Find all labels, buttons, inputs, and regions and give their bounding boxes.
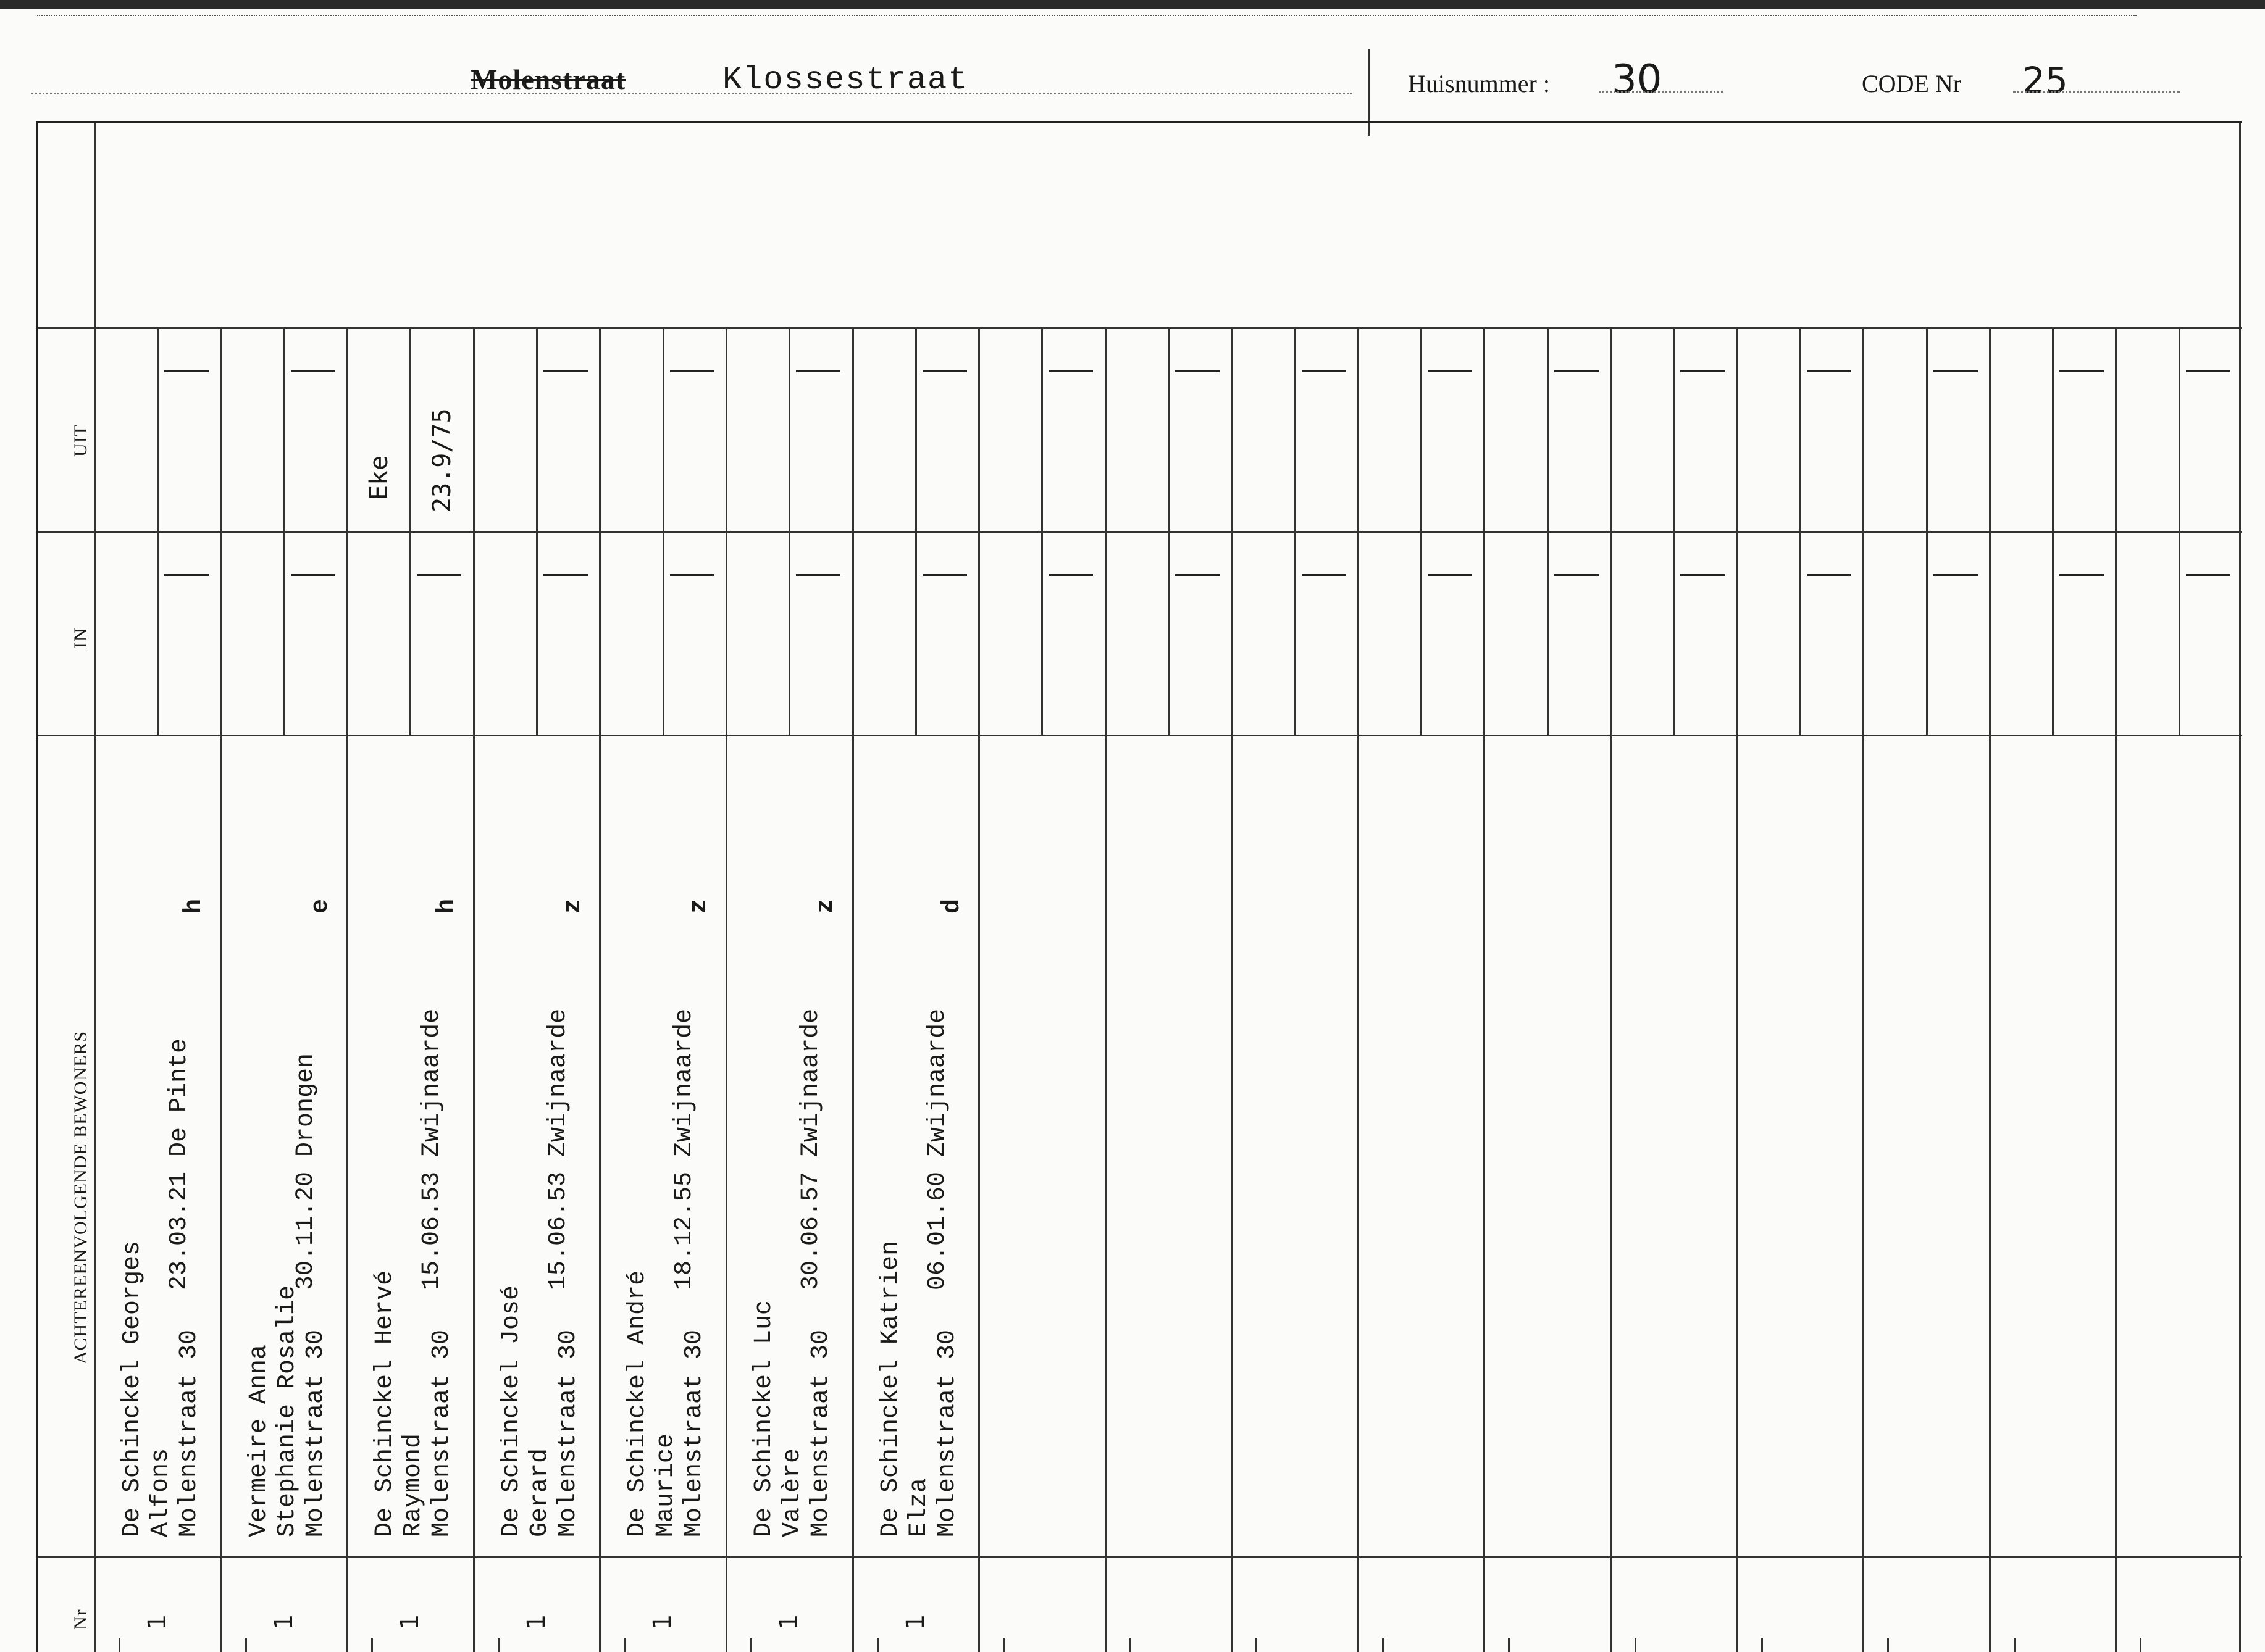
uit-empty-dash <box>1175 370 1220 372</box>
label-col-divider-nr <box>38 1556 94 1558</box>
uit-empty-dash <box>1680 370 1725 372</box>
resident-letter: h <box>180 898 208 914</box>
in-empty-dash <box>1175 574 1220 576</box>
resident-letter: z <box>811 898 840 914</box>
in-empty-dash <box>1807 574 1851 576</box>
column-divider <box>1357 327 1359 1652</box>
code-dotted-line <box>2013 91 2180 93</box>
uit-empty-dash <box>291 370 335 372</box>
half-column-divider-in <box>1673 531 1675 735</box>
resident-name: De Schinckel Georges Alfons Molenstraat 30 <box>119 1240 203 1537</box>
label-column-divider <box>94 123 96 1652</box>
in-empty-dash <box>2186 574 2230 576</box>
half-column-divider-in <box>536 531 538 735</box>
uit-empty-dash <box>543 370 588 372</box>
section-label-in: IN <box>70 627 91 648</box>
resident-nr: 1 <box>901 1614 930 1630</box>
column-divider <box>852 327 854 1652</box>
column-divider <box>1483 327 1485 1652</box>
uit-empty-dash <box>1933 370 1978 372</box>
bottom-tick <box>1635 1638 1636 1652</box>
half-column-divider-in <box>2179 531 2180 735</box>
half-column-divider-in <box>915 531 917 735</box>
half-column-divider-in <box>1926 531 1928 735</box>
half-column-divider-in <box>663 531 664 735</box>
bottom-tick <box>750 1638 752 1652</box>
half-column-divider-uit <box>1547 327 1549 531</box>
house-number-label: Huisnummer : <box>1408 70 1550 98</box>
column-divider <box>1231 327 1233 1652</box>
in-empty-dash <box>417 574 461 576</box>
half-column-divider-uit <box>1420 327 1422 531</box>
bottom-tick <box>1129 1638 1131 1652</box>
half-column-divider-uit <box>157 327 159 531</box>
in-empty-dash <box>1680 574 1725 576</box>
half-column-divider-uit <box>1673 327 1675 531</box>
column-divider <box>220 327 222 1652</box>
resident-letter: z <box>685 898 714 914</box>
half-column-divider-uit <box>915 327 917 531</box>
code-label: CODE Nr <box>1862 70 1962 98</box>
half-column-divider-in <box>1168 531 1170 735</box>
half-column-divider-in <box>789 531 790 735</box>
uit-empty-dash <box>1807 370 1851 372</box>
bottom-tick <box>1255 1638 1257 1652</box>
bottom-tick <box>1508 1638 1510 1652</box>
resident-name: De Schinckel André Maurice Molenstraat 30 <box>624 1270 709 1537</box>
bottom-tick <box>1382 1638 1384 1652</box>
section-label-nr: Nr <box>70 1609 91 1630</box>
half-column-divider-uit <box>2052 327 2054 531</box>
half-column-divider-in <box>1799 531 1801 735</box>
half-column-divider-uit <box>1294 327 1296 531</box>
section-label-bewoners: ACHTEREENVOLGENDE BEWONERS <box>70 1030 91 1364</box>
scan-top-edge <box>0 0 2265 9</box>
uit-empty-dash <box>1428 370 1472 372</box>
half-column-divider-uit <box>1041 327 1043 531</box>
in-empty-dash <box>543 574 588 576</box>
resident-nr: 1 <box>143 1614 172 1630</box>
uit-place: Eke <box>365 455 394 500</box>
resident-nr: 1 <box>522 1614 551 1630</box>
uit-empty-dash <box>2059 370 2104 372</box>
column-divider <box>473 327 475 1652</box>
row-divider <box>94 1556 2242 1558</box>
bottom-tick <box>1003 1638 1005 1652</box>
bottom-tick <box>624 1638 626 1652</box>
section-label-uit: UIT <box>70 424 91 457</box>
uit-empty-dash <box>1302 370 1346 372</box>
half-column-divider-uit <box>2179 327 2180 531</box>
column-divider <box>1105 327 1107 1652</box>
bottom-tick <box>2014 1638 2016 1652</box>
resident-name: De Schinckel Luc Valère Molenstraat 30 <box>750 1299 835 1537</box>
resident-nr: 1 <box>648 1614 677 1630</box>
scan-top-strip <box>37 9 2137 16</box>
bottom-tick <box>877 1638 879 1652</box>
bottom-tick <box>1761 1638 1763 1652</box>
resident-birth: 15.06.53 Zwijnaarde <box>418 1008 446 1290</box>
uit-empty-dash <box>1049 370 1093 372</box>
half-column-divider-uit <box>1168 327 1170 531</box>
column-divider <box>1610 327 1612 1652</box>
half-column-divider-uit <box>409 327 411 531</box>
in-empty-dash <box>2059 574 2104 576</box>
street-dotted-line <box>31 93 1352 94</box>
resident-name: Vermeire Anna Stephanie Rosalie Molenstraat 30 <box>245 1285 330 1537</box>
house-number-value: 30 <box>1612 57 1662 102</box>
uit-empty-dash <box>670 370 714 372</box>
bottom-tick <box>245 1638 247 1652</box>
in-empty-dash <box>1554 574 1599 576</box>
street-old-struck: Molenstraat <box>471 64 626 95</box>
bottom-tick <box>2140 1638 2141 1652</box>
half-column-divider-uit <box>663 327 664 531</box>
card-header <box>0 19 2265 123</box>
half-column-divider-in <box>409 531 411 735</box>
code-value: 25 <box>2022 59 2068 101</box>
column-divider <box>346 327 348 1652</box>
resident-nr: 1 <box>774 1614 803 1630</box>
bottom-tick <box>1887 1638 1889 1652</box>
resident-letter: d <box>938 898 966 914</box>
resident-name: De Schinckel Hervé Raymond Molenstraat 30 <box>371 1270 456 1537</box>
half-column-divider-in <box>1041 531 1043 735</box>
uit-empty-dash <box>1554 370 1599 372</box>
uit-empty-dash <box>796 370 840 372</box>
resident-name: De Schinckel Katrien Elza Molenstraat 30 <box>876 1240 961 1537</box>
column-divider <box>1989 327 1991 1652</box>
resident-letter: h <box>433 898 461 914</box>
half-column-divider-uit <box>1799 327 1801 531</box>
residents-table <box>36 121 2242 1652</box>
resident-birth: 18.12.55 Zwijnaarde <box>671 1008 699 1290</box>
half-column-divider-uit <box>1926 327 1928 531</box>
resident-birth: 23.03.21 De Pinte <box>165 1038 193 1290</box>
uit-empty-dash <box>164 370 209 372</box>
column-divider <box>1862 327 1864 1652</box>
half-column-divider-in <box>1294 531 1296 735</box>
label-col-divider-uit <box>38 327 94 329</box>
bottom-tick <box>119 1638 120 1652</box>
resident-birth: 06.01.60 Zwijnaarde <box>923 1008 952 1290</box>
in-empty-dash <box>164 574 209 576</box>
in-empty-dash <box>1933 574 1978 576</box>
resident-birth: 15.06.53 Zwijnaarde <box>544 1008 572 1290</box>
in-empty-dash <box>796 574 840 576</box>
bottom-tick <box>498 1638 500 1652</box>
half-column-divider-in <box>283 531 285 735</box>
resident-nr: 1 <box>269 1614 298 1630</box>
column-divider <box>978 327 980 1652</box>
half-column-divider-in <box>2052 531 2054 735</box>
bottom-tick <box>371 1638 373 1652</box>
half-column-divider-uit <box>789 327 790 531</box>
label-col-divider-bew <box>38 735 94 736</box>
label-col-divider-in <box>38 531 94 533</box>
column-divider <box>2115 327 2117 1652</box>
half-column-divider-in <box>157 531 159 735</box>
resident-letter: z <box>559 898 587 914</box>
column-divider <box>599 327 601 1652</box>
in-empty-dash <box>670 574 714 576</box>
house-number-dotted-line <box>1599 91 1723 93</box>
resident-birth: 30.11.20 Drongen <box>291 1053 320 1290</box>
uit-empty-dash <box>2186 370 2230 372</box>
resident-name: De Schinckel José Gerard Molenstraat 30 <box>497 1285 582 1537</box>
street-name: Klossestraat <box>722 62 969 98</box>
half-column-divider-uit <box>283 327 285 531</box>
resident-nr: 1 <box>396 1614 425 1630</box>
column-divider <box>1736 327 1738 1652</box>
half-column-divider-in <box>1547 531 1549 735</box>
half-column-divider-uit <box>536 327 538 531</box>
in-empty-dash <box>1428 574 1472 576</box>
table-right-border <box>2239 123 2241 1652</box>
row-divider <box>94 735 2242 736</box>
column-divider <box>726 327 727 1652</box>
in-empty-dash <box>1049 574 1093 576</box>
resident-birth: 30.06.57 Zwijnaarde <box>797 1008 825 1290</box>
in-empty-dash <box>923 574 967 576</box>
resident-letter: e <box>306 898 335 914</box>
half-column-divider-in <box>1420 531 1422 735</box>
in-empty-dash <box>1302 574 1346 576</box>
in-empty-dash <box>291 574 335 576</box>
uit-date: 23.9/75 <box>428 408 457 512</box>
uit-empty-dash <box>923 370 967 372</box>
